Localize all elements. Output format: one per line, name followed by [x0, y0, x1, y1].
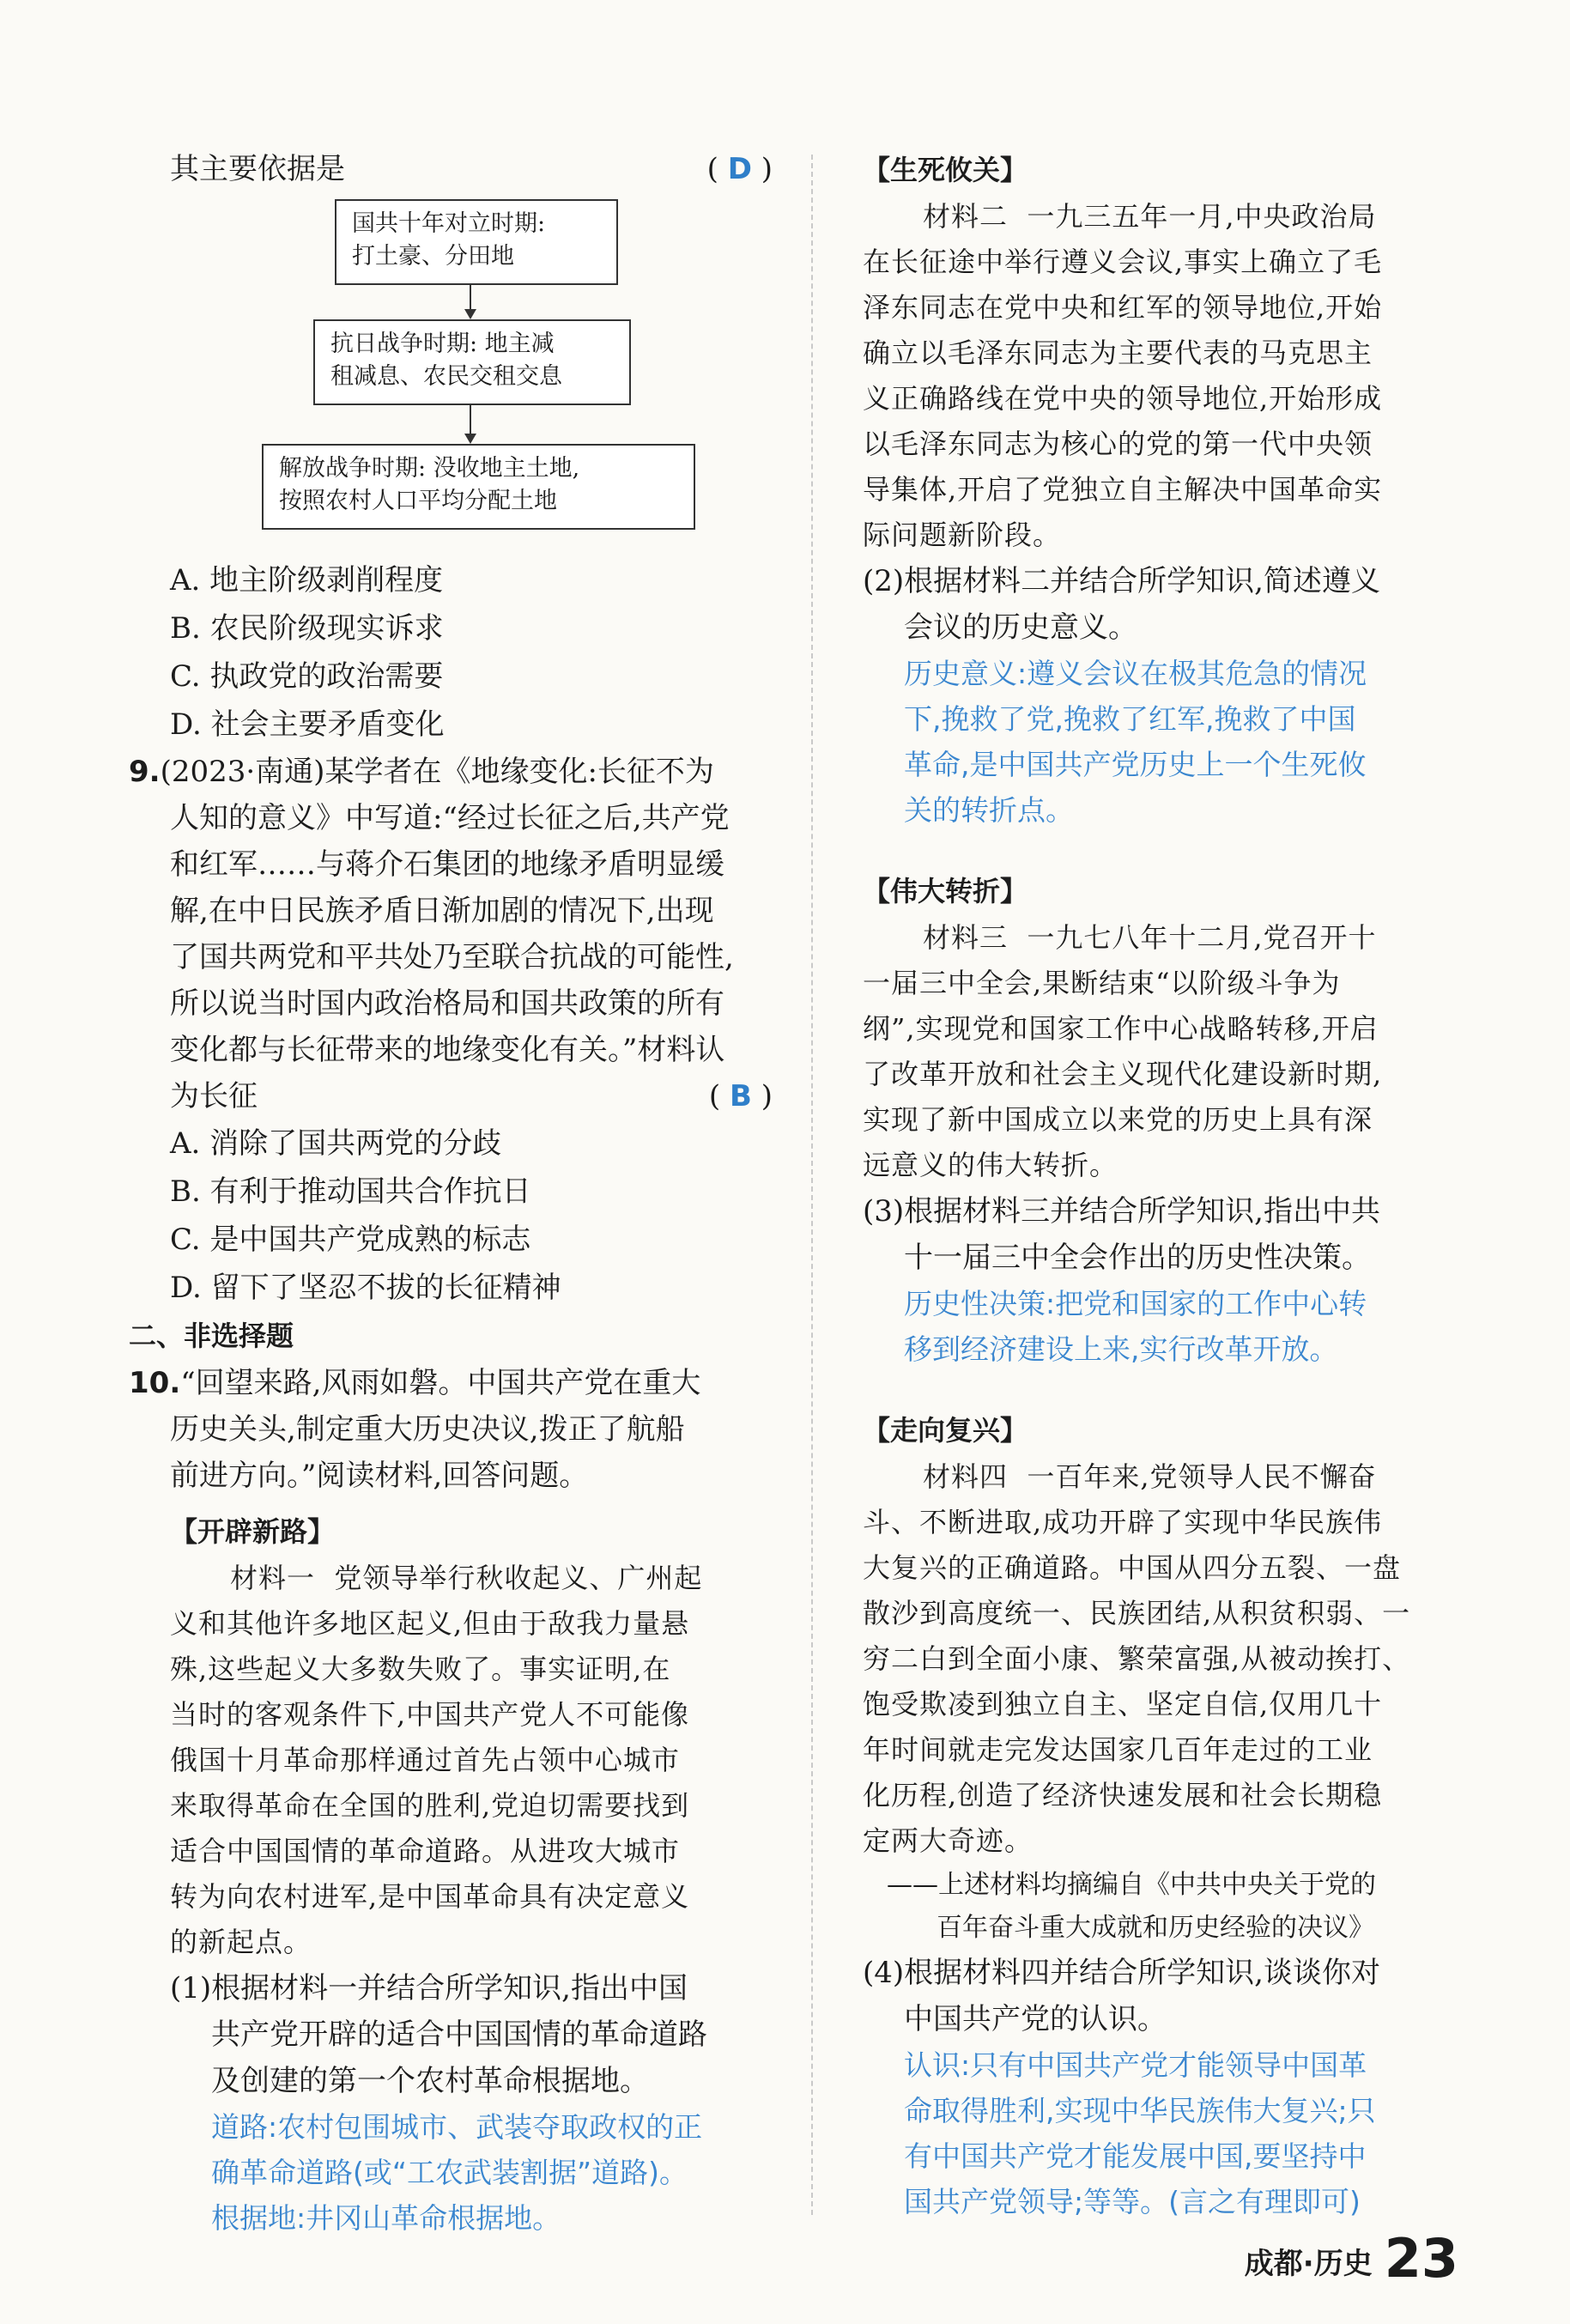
column-divider — [811, 155, 813, 2215]
flow-diagram — [129, 199, 781, 551]
answer-4-line-4: 国共产党领导;等等。(言之有理即可) — [904, 2185, 1361, 2218]
material-4-line-7: 年时间就走完发达国家几百年走过的工业 — [863, 1733, 1373, 1766]
footer-label: 成都·历史 — [1244, 2247, 1373, 2281]
q8-option-a: A. 地主阶级剥削程度 — [170, 563, 444, 598]
flow-box-1: 国共十年对立时期: 打土豪、分田地 — [335, 199, 618, 285]
q8-option-b: B. 农民阶级现实诉求 — [170, 611, 444, 646]
right-column — [863, 146, 1481, 2224]
answer-3-line-1: 历史性决策:把党和国家的工作中心转 — [904, 1287, 1367, 1320]
material-2 — [863, 146, 1481, 833]
material-4 — [863, 1406, 1481, 2224]
material-1-line-7: 适合中国国情的革命道路。从进攻大城市 — [170, 1835, 681, 1867]
material-1-line-6: 来取得革命在全国的胜利,党迫切需要找到 — [170, 1789, 690, 1822]
q9-option-b: B. 有利于推动国共合作抗日 — [170, 1174, 531, 1209]
answer-2-line-4: 关的转折点。 — [904, 793, 1074, 827]
answer-4-line-2: 命取得胜利,实现中华民族伟大复兴;只 — [904, 2094, 1376, 2127]
material-3-line-5: 实现了新中国成立以来党的历史上具有深 — [863, 1103, 1373, 1136]
q10-line-3: 前进方向。”阅读材料,回答问题。 — [170, 1459, 589, 1493]
sub-q1-line-3: 及创建的第一个农村革命根据地。 — [211, 2064, 649, 2098]
material-4-line-8: 化历程,创造了经济快速发展和社会长期稳 — [863, 1779, 1383, 1811]
q9-number: 9. — [129, 755, 161, 789]
material-1-line-4: 当时的客观条件下,中国共产党人不可能像 — [170, 1698, 690, 1731]
material-2-line-3: 泽东同志在党中央和红军的领导地位,开始 — [863, 291, 1383, 324]
material-1 — [129, 1508, 781, 2241]
material-4-line-3: 大复兴的正确道路。中国从四分五裂、一盘 — [863, 1551, 1402, 1584]
flow-arrow-2 — [470, 405, 471, 442]
q10-line-2: 历史关头,制定重大历史决议,拨正了航船 — [170, 1412, 685, 1447]
sub-q4-line-2: 中国共产党的认识。 — [904, 2002, 1167, 2036]
sub-q3-line-2: 十一届三中全会作出的历史性决策。 — [904, 1241, 1371, 1275]
flow-box-2: 抗日战争时期: 地主减 租减息、农民交租交息 — [313, 319, 631, 405]
answer-4-line-3: 有中国共产党才能发展中国,要坚持中 — [904, 2139, 1367, 2173]
material-1-line-8: 转为向农村进军,是中国革命具有决定意义 — [170, 1880, 690, 1913]
q9-answer: B — [730, 1079, 752, 1113]
material-3 — [863, 867, 1481, 1372]
material-2-line-2: 在长征途中举行遵义会议,事实上确立了毛 — [863, 246, 1383, 278]
answer-4-line-1: 认识:只有中国共产党才能领导中国革 — [904, 2048, 1367, 2082]
answer-2-line-1: 历史意义:遵义会议在极其危急的情况 — [904, 657, 1367, 690]
page-number: 23 — [1384, 2227, 1458, 2290]
material-2-line-6: 以毛泽东同志为核心的党的第一代中央领 — [863, 428, 1373, 460]
flow-box-3: 解放战争时期: 没收地主土地, 按照农村人口平均分配土地 — [262, 444, 695, 530]
material-4-line-5: 穷二白到全面小康、繁荣富强,从被动挨打、 — [863, 1642, 1411, 1675]
q8-answer-bracket: ( D ) — [706, 152, 773, 186]
material-2-heading: 【生死攸关】 — [863, 154, 1028, 186]
q10-number: 10. — [129, 1366, 181, 1400]
material-3-line-1: 材料三 一九七八年十二月,党召开十 — [923, 921, 1377, 954]
q9-answer-bracket: ( B ) — [708, 1079, 773, 1113]
sub-q2-line-1: (2)根据材料二并结合所学知识,简述遵义 — [863, 564, 1380, 598]
material-1-heading: 【开辟新路】 — [170, 1515, 336, 1548]
q9 — [129, 749, 781, 1312]
material-3-line-3: 纲”,实现党和国家工作中心战略转移,开启 — [863, 1012, 1379, 1045]
material-1-line-1: 材料一 党领导举行秋收起义、广州起 — [230, 1562, 703, 1594]
sub-q1-line-2: 共产党开辟的适合中国国情的革命道路 — [211, 2018, 707, 2052]
q9-line-8: 为长征 ( B ) — [129, 1073, 781, 1120]
q8-stem-tail: 其主要依据是 ( D ) — [129, 146, 781, 192]
sub-q1-line-1: (1)根据材料一并结合所学知识,指出中国 — [170, 1971, 688, 2005]
material-3-line-4: 了改革开放和社会主义现代化建设新时期, — [863, 1058, 1383, 1090]
left-column — [129, 146, 781, 2241]
page-footer — [1244, 2227, 1458, 2290]
answer-3-line-2: 移到经济建设上来,实行改革开放。 — [904, 1332, 1338, 1366]
source-line-2: 百年奋斗重大成就和历史经验的决议》 — [937, 1913, 1374, 1943]
material-4-line-4: 散沙到高度统一、民族团结,从积贫积弱、一 — [863, 1597, 1411, 1629]
material-1-line-2: 义和其他许多地区起义,但由于敌我力量悬 — [170, 1607, 690, 1640]
q9-line-4: 解,在中日民族矛盾日渐加剧的情况下,出现 — [170, 894, 714, 928]
material-2-line-7: 导集体,开启了党独立自主解决中国革命实 — [863, 473, 1383, 506]
q8-option-c: C. 执政党的政治需要 — [170, 659, 444, 694]
q9-option-a: A. 消除了国共两党的分歧 — [170, 1126, 502, 1161]
material-4-line-9: 定两大奇迹。 — [863, 1824, 1034, 1857]
sub-q2-line-2: 会议的历史意义。 — [904, 610, 1137, 645]
flow-arrow-1 — [470, 285, 471, 318]
q10-intro — [129, 1360, 781, 1499]
q8-answer: D — [727, 152, 752, 186]
q8-option-d: D. 社会主要矛盾变化 — [170, 707, 445, 742]
q10-line-1: 10.“回望来路,风雨如磐。中国共产党在重大 — [129, 1366, 701, 1400]
q9-option-c: C. 是中国共产党成熟的标志 — [170, 1223, 531, 1257]
answer-2-line-3: 革命,是中国共产党历史上一个生死攸 — [904, 748, 1367, 781]
material-4-line-2: 斗、不断进取,成功开辟了实现中华民族伟 — [863, 1506, 1383, 1538]
section-heading: 二、非选择题 — [129, 1320, 294, 1352]
material-3-heading: 【伟大转折】 — [863, 875, 1028, 907]
material-4-line-1: 材料四 一百年来,党领导人民不懈奋 — [923, 1460, 1377, 1493]
answer-1-line-3: 根据地:井冈山革命根据地。 — [211, 2201, 561, 2235]
material-2-line-8: 际问题新阶段。 — [863, 519, 1062, 551]
source-line-1: ——上述材料均摘编自《中共中央关于党的 — [887, 1870, 1376, 1900]
answer-1-line-2: 确革命道路(或“工农武装割据”道路)。 — [211, 2156, 688, 2189]
q9-line-6: 所以说当时国内政治格局和国共政策的所有 — [170, 986, 724, 1021]
q9-line-5: 了国共两党和平共处乃至联合抗战的可能性, — [170, 940, 734, 974]
material-4-heading: 【走向复兴】 — [863, 1414, 1028, 1447]
q9-line-7: 变化都与长征带来的地缘变化有关。”材料认 — [170, 1033, 725, 1067]
sub-q3-line-1: (3)根据材料三并结合所学知识,指出中共 — [863, 1194, 1380, 1229]
material-2-line-5: 义正确路线在党中央的领导地位,开始形成 — [863, 382, 1383, 415]
q8-options — [129, 556, 781, 749]
material-1-line-9: 的新起点。 — [170, 1926, 312, 1958]
q9-option-d: D. 留下了坚忍不拔的长征精神 — [170, 1271, 561, 1305]
material-1-line-3: 殊,这些起义大多数失败了。事实证明,在 — [170, 1653, 671, 1685]
material-4-line-6: 饱受欺凌到独立自主、坚定自信,仅用几十 — [863, 1688, 1383, 1720]
q9-line-1: 9.(2023·南通)某学者在《地缘变化:长征不为 — [129, 755, 714, 789]
material-1-line-5: 俄国十月革命那样通过首先占领中心城市 — [170, 1744, 681, 1776]
q9-line-3: 和红军……与蒋介石集团的地缘矛盾明显缓 — [170, 847, 724, 882]
material-3-line-2: 一届三中全会,果断结束“以阶级斗争为 — [863, 967, 1341, 999]
answer-1-line-1: 道路:农村包围城市、武装夺取政权的正 — [211, 2110, 703, 2144]
sub-q4-line-1: (4)根据材料四并结合所学知识,谈谈你对 — [863, 1956, 1380, 1990]
answer-2-line-2: 下,挽救了党,挽救了红军,挽救了中国 — [904, 702, 1356, 736]
q9-line-2: 人知的意义》中写道:“经过长征之后,共产党 — [170, 801, 730, 835]
material-2-line-1: 材料二 一九三五年一月,中央政治局 — [923, 200, 1377, 233]
material-2-line-4: 确立以毛泽东同志为主要代表的马克思主 — [863, 337, 1373, 369]
material-3-line-6: 远意义的伟大转折。 — [863, 1149, 1118, 1181]
